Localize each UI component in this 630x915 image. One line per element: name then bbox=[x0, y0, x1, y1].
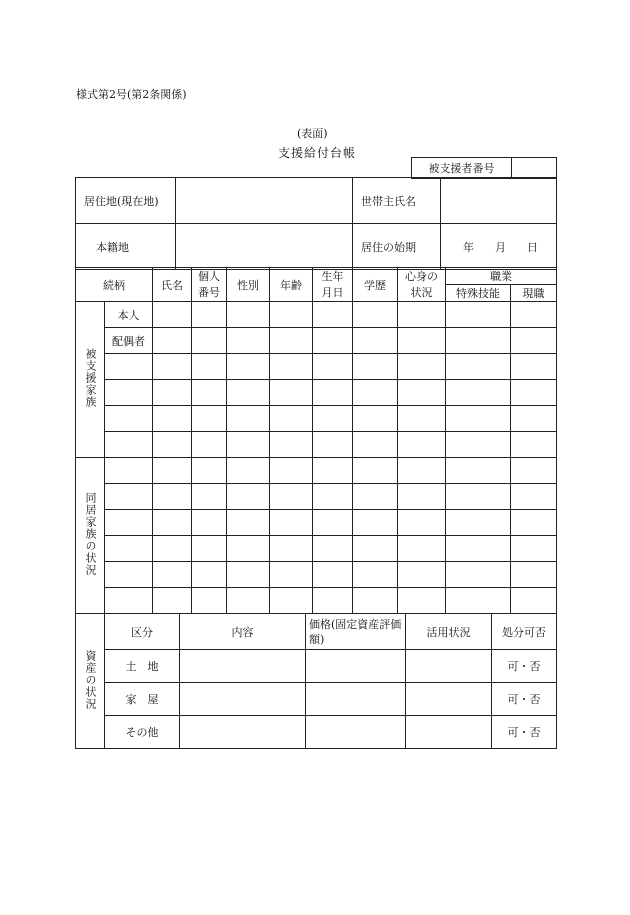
family-cell[interactable] bbox=[313, 380, 353, 406]
family-cell[interactable] bbox=[398, 380, 446, 406]
date-year: 年 bbox=[463, 240, 474, 254]
family-cell[interactable] bbox=[398, 484, 446, 510]
family-cell[interactable] bbox=[353, 588, 398, 614]
col-birth: 生年 月日 bbox=[313, 268, 353, 302]
col-usage: 活用状況 bbox=[406, 614, 492, 650]
family-cell[interactable] bbox=[153, 354, 192, 380]
family-cell[interactable] bbox=[446, 302, 511, 328]
family-relation-cell[interactable] bbox=[105, 432, 153, 458]
family-cell[interactable] bbox=[446, 562, 511, 588]
family-cell[interactable] bbox=[227, 406, 270, 432]
family-cell[interactable] bbox=[192, 458, 227, 484]
family-cell[interactable] bbox=[511, 406, 557, 432]
family-cell[interactable] bbox=[227, 328, 270, 354]
family-cell[interactable] bbox=[227, 432, 270, 458]
family-cell[interactable] bbox=[227, 354, 270, 380]
family-cell[interactable] bbox=[227, 484, 270, 510]
family-cell[interactable] bbox=[446, 380, 511, 406]
family-cell[interactable] bbox=[270, 510, 313, 536]
family-cell[interactable] bbox=[270, 562, 313, 588]
family-cell[interactable] bbox=[227, 302, 270, 328]
family-cell[interactable] bbox=[153, 458, 192, 484]
family-cell[interactable] bbox=[270, 484, 313, 510]
family-cell[interactable] bbox=[353, 302, 398, 328]
family-cell[interactable] bbox=[270, 302, 313, 328]
family-cell[interactable] bbox=[153, 380, 192, 406]
family-cell[interactable] bbox=[353, 562, 398, 588]
date-day: 日 bbox=[527, 240, 538, 254]
family-cell[interactable] bbox=[192, 510, 227, 536]
family-relation-cell[interactable] bbox=[105, 354, 153, 380]
family-cell[interactable] bbox=[313, 510, 353, 536]
family-cell[interactable] bbox=[227, 588, 270, 614]
cohabiting-family-rows bbox=[76, 458, 557, 614]
family-cell[interactable] bbox=[192, 536, 227, 562]
family-relation-cell[interactable] bbox=[105, 458, 153, 484]
family-cell[interactable] bbox=[446, 432, 511, 458]
family-cell[interactable] bbox=[511, 588, 557, 614]
family-relation-cell[interactable] bbox=[105, 380, 153, 406]
asset-content-cell[interactable] bbox=[180, 683, 306, 716]
family-cell[interactable] bbox=[353, 432, 398, 458]
date-month: 月 bbox=[495, 240, 506, 254]
family-cell[interactable] bbox=[192, 380, 227, 406]
residence-start-label: 居住の始期 bbox=[353, 224, 441, 270]
family-cell[interactable] bbox=[227, 536, 270, 562]
family-cell[interactable] bbox=[353, 328, 398, 354]
head-name-field[interactable] bbox=[441, 178, 557, 224]
family-cell[interactable] bbox=[270, 328, 313, 354]
family-cell[interactable] bbox=[398, 536, 446, 562]
asset-content-cell[interactable] bbox=[180, 650, 306, 683]
family-cell[interactable] bbox=[446, 458, 511, 484]
family-cell[interactable] bbox=[511, 458, 557, 484]
family-cell[interactable] bbox=[192, 302, 227, 328]
col-relation: 続柄 bbox=[76, 268, 153, 302]
recipient-number-label: 被支援者番号 bbox=[412, 158, 512, 179]
col-content: 内容 bbox=[180, 614, 306, 650]
col-education: 学歴 bbox=[353, 268, 398, 302]
family-cell[interactable] bbox=[353, 354, 398, 380]
section-cohabiting-family: 同居家族の状況 bbox=[76, 458, 105, 614]
family-relation-cell[interactable] bbox=[105, 406, 153, 432]
family-cell[interactable] bbox=[353, 458, 398, 484]
section-assets: 資産の状況 bbox=[76, 614, 105, 749]
asset-value-cell[interactable] bbox=[306, 650, 406, 683]
col-current-job: 現職 bbox=[511, 285, 557, 302]
supported-family-rows bbox=[76, 302, 557, 458]
family-relation-cell[interactable] bbox=[105, 536, 153, 562]
family-cell[interactable] bbox=[270, 536, 313, 562]
col-sex: 性別 bbox=[227, 268, 270, 302]
family-cell[interactable] bbox=[398, 302, 446, 328]
family-cell[interactable] bbox=[313, 354, 353, 380]
col-occupation: 職業 bbox=[446, 268, 557, 285]
household-table bbox=[75, 177, 557, 270]
family-cell[interactable] bbox=[227, 458, 270, 484]
recipient-number-table bbox=[411, 157, 557, 179]
family-cell[interactable] bbox=[270, 588, 313, 614]
residence-field[interactable] bbox=[176, 178, 353, 224]
asset-disposal-land[interactable]: 可・否 bbox=[492, 650, 557, 683]
family-cell[interactable] bbox=[313, 536, 353, 562]
asset-category-house: 家 屋 bbox=[105, 683, 180, 716]
family-cell[interactable] bbox=[446, 536, 511, 562]
family-cell[interactable] bbox=[313, 562, 353, 588]
family-cell[interactable] bbox=[511, 432, 557, 458]
col-health: 心身の 状況 bbox=[398, 268, 446, 302]
family-cell[interactable] bbox=[313, 458, 353, 484]
family-cell[interactable] bbox=[511, 328, 557, 354]
family-cell[interactable] bbox=[192, 562, 227, 588]
family-cell[interactable] bbox=[192, 484, 227, 510]
family-cell[interactable] bbox=[353, 510, 398, 536]
family-cell[interactable] bbox=[446, 484, 511, 510]
family-cell[interactable] bbox=[398, 354, 446, 380]
family-cell[interactable] bbox=[192, 406, 227, 432]
family-cell[interactable] bbox=[313, 588, 353, 614]
family-cell[interactable] bbox=[446, 510, 511, 536]
family-cell[interactable] bbox=[227, 562, 270, 588]
col-name: 氏名 bbox=[153, 268, 192, 302]
family-cell[interactable] bbox=[153, 406, 192, 432]
family-cell[interactable] bbox=[192, 432, 227, 458]
assets-table bbox=[75, 613, 557, 749]
family-cell[interactable] bbox=[313, 406, 353, 432]
residence-label: 居住地(現在地) bbox=[76, 178, 176, 224]
col-disposal: 処分可否 bbox=[492, 614, 557, 650]
family-cell[interactable] bbox=[398, 510, 446, 536]
family-cell[interactable] bbox=[353, 406, 398, 432]
family-relation-cell[interactable] bbox=[105, 588, 153, 614]
domicile-field[interactable] bbox=[176, 224, 353, 270]
recipient-number-field[interactable] bbox=[512, 158, 557, 179]
family-cell[interactable] bbox=[313, 432, 353, 458]
col-special-skill: 特殊技能 bbox=[446, 285, 511, 302]
col-category: 区分 bbox=[105, 614, 180, 650]
family-relation-cell[interactable] bbox=[105, 484, 153, 510]
family-cell[interactable] bbox=[153, 328, 192, 354]
family-cell[interactable] bbox=[313, 328, 353, 354]
family-cell[interactable] bbox=[511, 380, 557, 406]
family-cell[interactable] bbox=[446, 328, 511, 354]
family-cell[interactable] bbox=[353, 536, 398, 562]
asset-category-land: 土 地 bbox=[105, 650, 180, 683]
family-cell[interactable] bbox=[398, 406, 446, 432]
family-cell[interactable] bbox=[270, 354, 313, 380]
family-cell[interactable] bbox=[511, 354, 557, 380]
family-relation-cell: 本人 bbox=[105, 302, 153, 328]
family-cell[interactable] bbox=[398, 458, 446, 484]
col-personal-no: 個人 番号 bbox=[192, 268, 227, 302]
asset-disposal-other[interactable]: 可・否 bbox=[492, 716, 557, 749]
family-cell[interactable] bbox=[446, 354, 511, 380]
family-cell[interactable] bbox=[270, 432, 313, 458]
family-cell[interactable] bbox=[192, 588, 227, 614]
form-reference: 様式第2号(第2条関係) bbox=[76, 88, 187, 101]
asset-usage-cell[interactable] bbox=[406, 683, 492, 716]
family-cell[interactable] bbox=[192, 354, 227, 380]
section-supported-family: 被支援家族 bbox=[76, 302, 105, 458]
family-cell[interactable] bbox=[153, 536, 192, 562]
family-cell[interactable] bbox=[153, 484, 192, 510]
col-value: 価格(固定資産評価額) bbox=[306, 614, 406, 650]
family-relation-cell: 配偶者 bbox=[105, 328, 153, 354]
family-cell[interactable] bbox=[398, 588, 446, 614]
family-table bbox=[75, 267, 557, 614]
asset-content-cell[interactable] bbox=[180, 716, 306, 749]
family-cell[interactable] bbox=[153, 588, 192, 614]
family-relation-cell[interactable] bbox=[105, 562, 153, 588]
family-cell[interactable] bbox=[153, 562, 192, 588]
family-cell[interactable] bbox=[313, 302, 353, 328]
asset-usage-cell[interactable] bbox=[406, 716, 492, 749]
family-cell[interactable] bbox=[153, 302, 192, 328]
family-cell[interactable] bbox=[511, 562, 557, 588]
asset-usage-cell[interactable] bbox=[406, 650, 492, 683]
family-cell[interactable] bbox=[270, 380, 313, 406]
asset-category-other: その他 bbox=[105, 716, 180, 749]
family-cell[interactable] bbox=[398, 562, 446, 588]
family-cell[interactable] bbox=[192, 328, 227, 354]
family-cell[interactable] bbox=[446, 406, 511, 432]
asset-disposal-house[interactable]: 可・否 bbox=[492, 683, 557, 716]
family-cell[interactable] bbox=[446, 588, 511, 614]
asset-value-cell[interactable] bbox=[306, 716, 406, 749]
family-relation-cell[interactable] bbox=[105, 510, 153, 536]
family-cell[interactable] bbox=[270, 458, 313, 484]
side-label: (表面) bbox=[297, 127, 328, 140]
family-cell[interactable] bbox=[153, 510, 192, 536]
family-cell[interactable] bbox=[227, 510, 270, 536]
family-cell[interactable] bbox=[511, 302, 557, 328]
family-cell[interactable] bbox=[353, 380, 398, 406]
family-cell[interactable] bbox=[313, 484, 353, 510]
family-cell[interactable] bbox=[270, 406, 313, 432]
family-cell[interactable] bbox=[153, 432, 192, 458]
family-cell[interactable] bbox=[511, 510, 557, 536]
family-cell[interactable] bbox=[353, 484, 398, 510]
domicile-label: 本籍地 bbox=[76, 224, 176, 270]
form-title: 支援給付台帳 bbox=[278, 146, 357, 160]
family-cell[interactable] bbox=[398, 432, 446, 458]
family-cell[interactable] bbox=[398, 328, 446, 354]
head-name-label: 世帯主氏名 bbox=[353, 178, 441, 224]
family-cell[interactable] bbox=[227, 380, 270, 406]
col-age: 年齢 bbox=[270, 268, 313, 302]
residence-start-field[interactable] bbox=[441, 224, 557, 270]
asset-value-cell[interactable] bbox=[306, 683, 406, 716]
family-cell[interactable] bbox=[511, 484, 557, 510]
family-cell[interactable] bbox=[511, 536, 557, 562]
